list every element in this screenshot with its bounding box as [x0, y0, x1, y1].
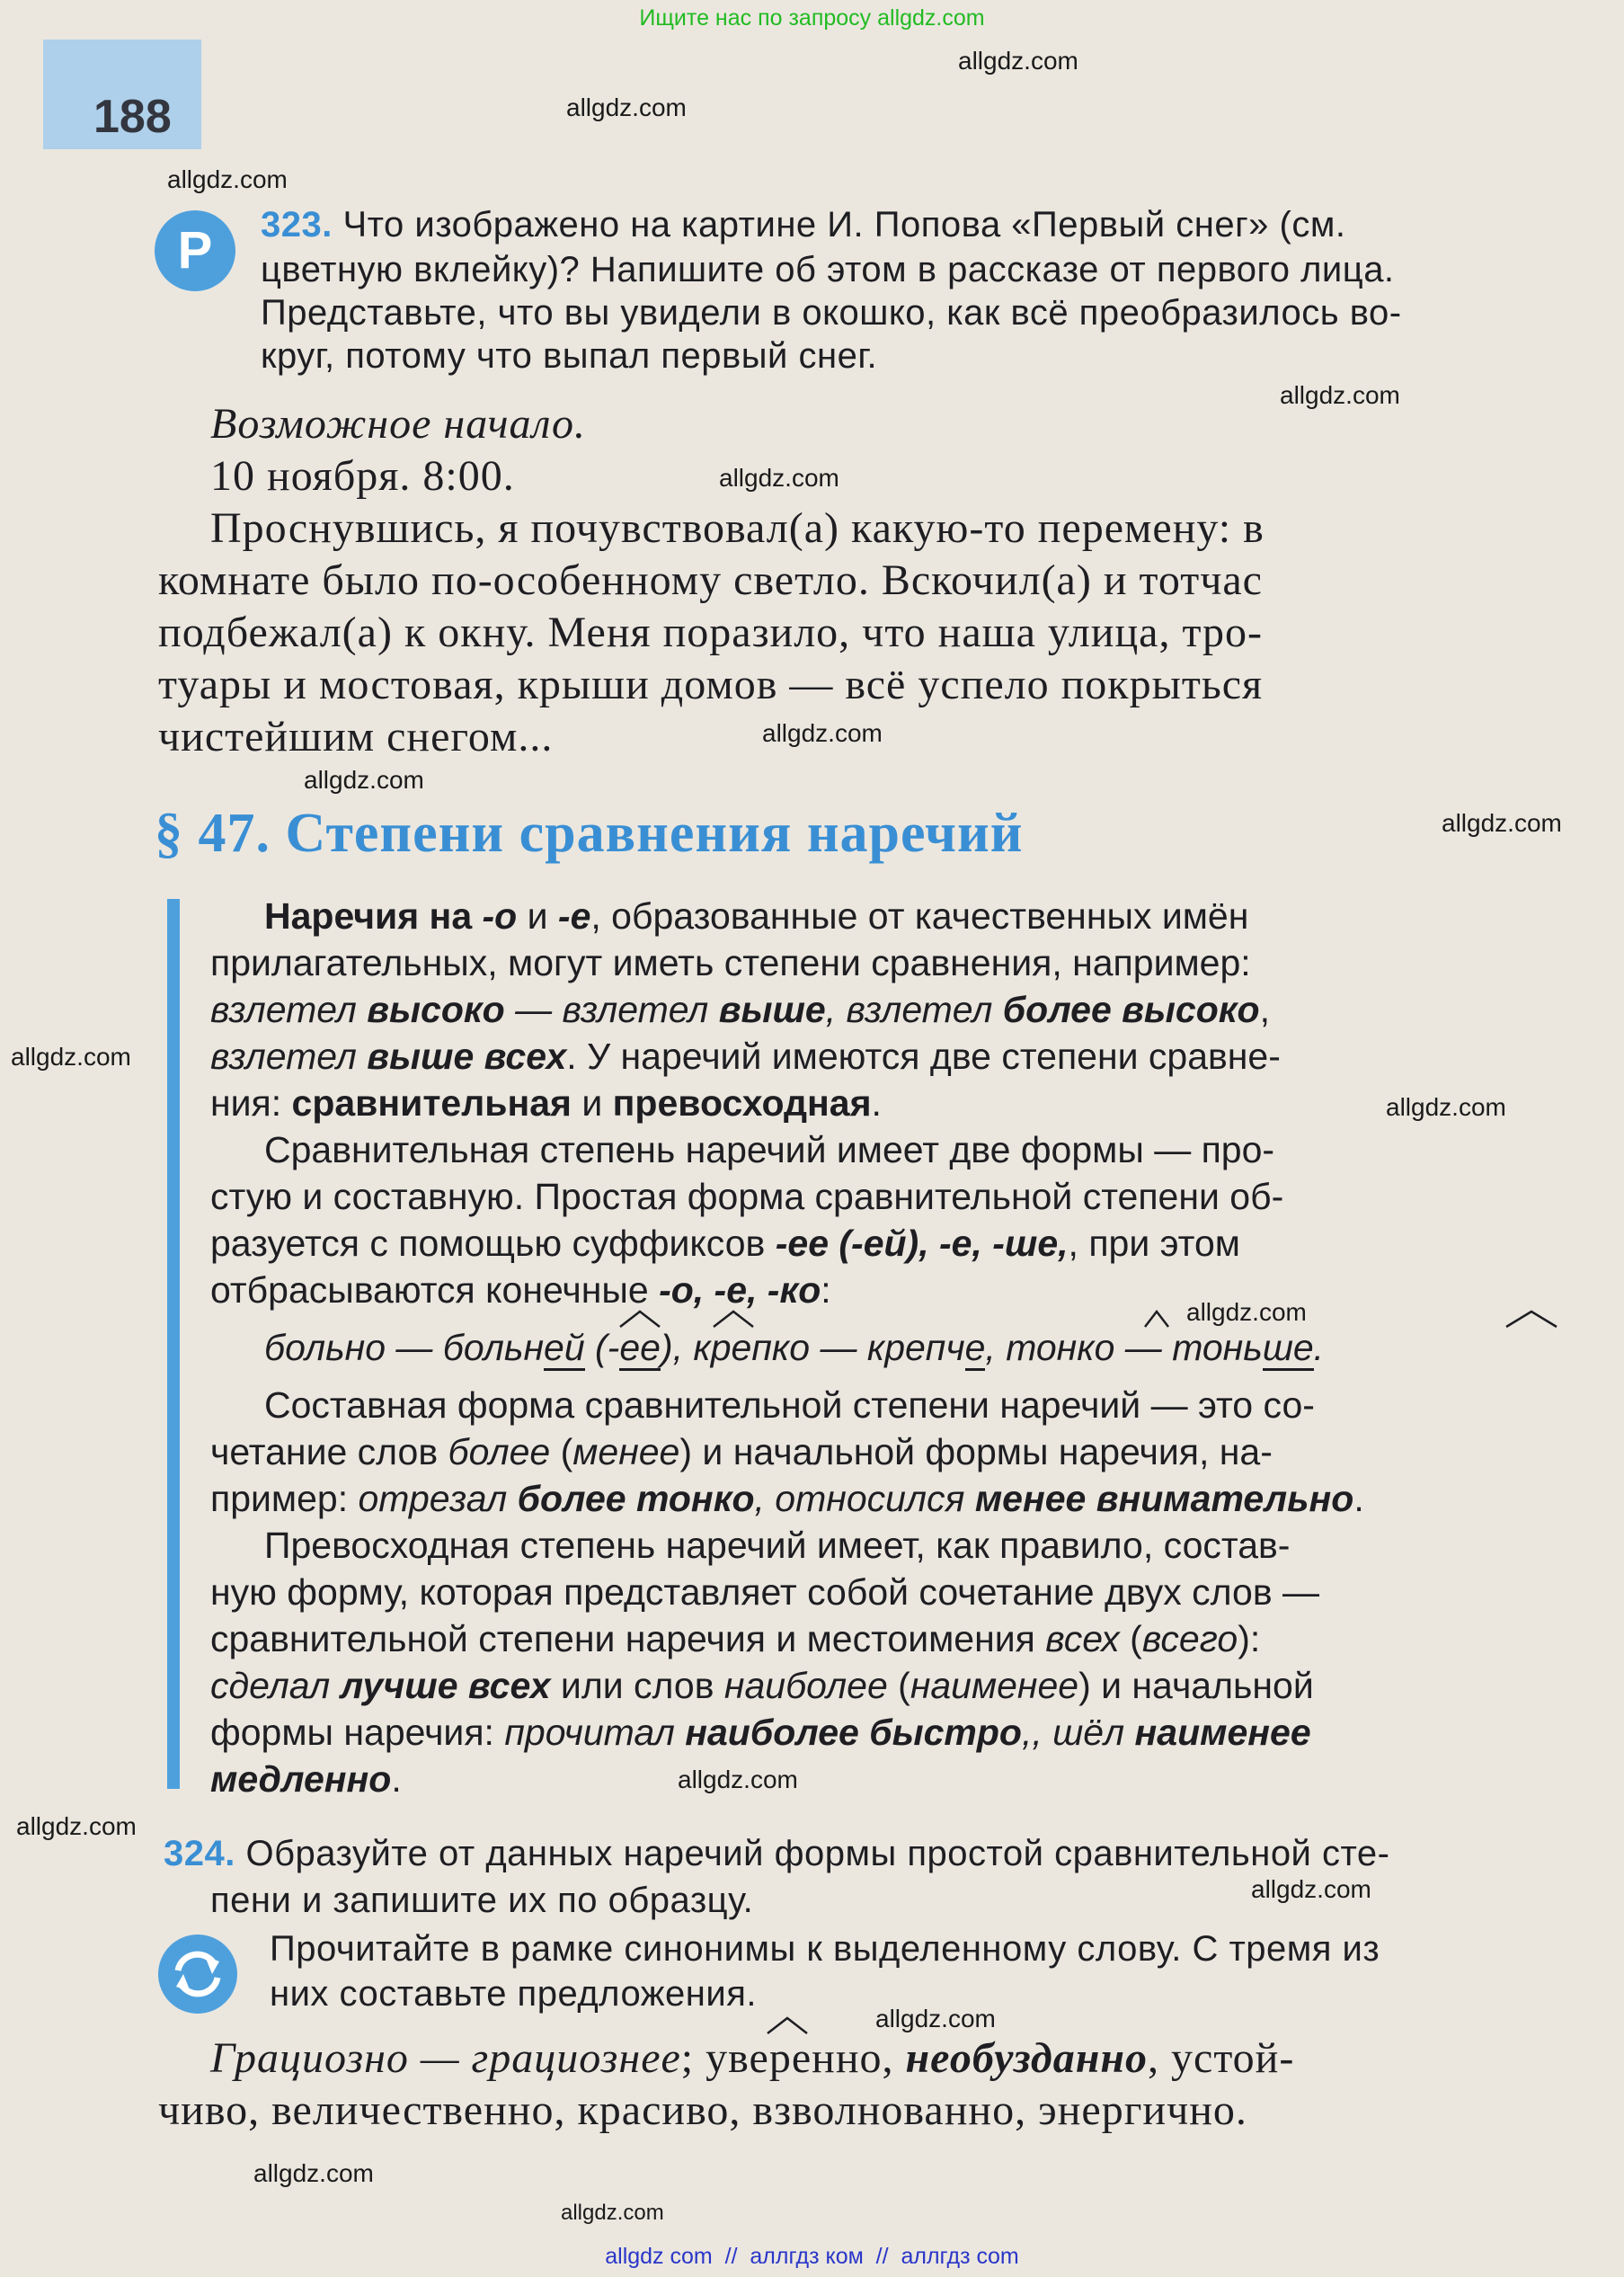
- rule-p4-line-5: формы наречия: прочитал наиболее быстро,, шёл наименее: [210, 1712, 1311, 1753]
- watermark: allgdz.com: [1386, 1093, 1506, 1121]
- rule-line-2: прилагательных, могут иметь степени сравнения, например:: [210, 942, 1251, 983]
- suffix-mark: [712, 1309, 755, 1329]
- watermark: allgdz.com: [719, 464, 839, 492]
- watermark: allgdz.com: [11, 1043, 131, 1071]
- rule-p2-line-1: Сравнительная степень наречий имеет две формы — про-: [264, 1129, 1275, 1170]
- sample-line-2: комнате было по-особенному светло. Вскочил(а) и тотчас: [158, 556, 1263, 604]
- ex323-number: 323.: [261, 205, 333, 245]
- suffix-mark: [1504, 1309, 1558, 1329]
- rule-line-5: ния: сравнительная и превосходная.: [210, 1082, 882, 1124]
- rule-p4-line-3: сравнительной степени наречия и местоимения всех (всего):: [210, 1618, 1261, 1659]
- watermark: allgdz.com: [304, 766, 424, 794]
- rule-p4-line-1: Превосходная степень наречий имеет, как правило, состав-: [264, 1525, 1291, 1566]
- ex323-text: Что изображено на картине И. Попова «Первый снег» (см.: [342, 205, 1346, 245]
- rule-line-1: Наречия на -о и -е, образованные от качественных имён: [264, 895, 1249, 937]
- page-number: 188: [93, 91, 172, 143]
- rule-p3-line-2: четание слов более (менее) и начальной формы наречия, на-: [210, 1431, 1273, 1472]
- ex324-example-line-2: чиво, величественно, красиво, взволнованно, энергично.: [158, 2086, 1247, 2134]
- suffix-mark: [1143, 1309, 1170, 1329]
- sample-date: 10 ноября. 8:00.: [210, 452, 515, 500]
- watermark: allgdz.com: [1251, 1875, 1371, 1903]
- section-title: § 47. Степени сравнения наречий: [155, 803, 1024, 864]
- rule-p2-line-2: стую и составную. Простая форма сравнительной степени об-: [210, 1176, 1284, 1217]
- watermark: allgdz.com: [762, 719, 883, 747]
- watermark: allgdz.com: [16, 1812, 137, 1840]
- sample-line-3: подбежал(а) к окну. Меня поразило, что наша улица, тро-: [158, 609, 1263, 656]
- ex324-number: 324.: [164, 1834, 235, 1873]
- ex324-task-line-2: них составьте предложения.: [270, 1974, 757, 2014]
- ex323-line-1: [261, 205, 1345, 245]
- footer-links[interactable]: allgdz com // аллгдз ком // аллгдз com: [605, 2244, 1019, 2269]
- watermark: allgdz.com: [566, 93, 687, 121]
- ex324-example-line-1: Грациозно — грациознее; уверенно, необузданно, устой-: [210, 2034, 1295, 2082]
- watermark: allgdz.com: [678, 1766, 798, 1793]
- top-banner[interactable]: Ищите нас по запросу allgdz.com: [639, 5, 985, 31]
- synonym-swap-icon: [158, 1935, 237, 2014]
- ex324-task-line-1: Прочитайте в рамке синонимы к выделенному слову. С тремя из: [270, 1929, 1380, 1969]
- sample-line-4: туары и мостовая, крыши домов — всё успело покрыться: [158, 661, 1264, 708]
- sample-line-1: Проснувшись, я почувствовал(а) какую-то перемену: в: [210, 504, 1265, 552]
- badge-r-icon: Р: [155, 210, 235, 291]
- rule-p2-example: больно — больней (-ее), крепко — крепче, тонко — тоньше.: [264, 1327, 1324, 1369]
- rule-p3-line-3: пример: отрезал более тонко, относился менее внимательно.: [210, 1478, 1364, 1519]
- rule-p4-line-6: медленно.: [210, 1758, 402, 1800]
- suffix-mark: [618, 1309, 661, 1329]
- watermark: allgdz.com: [167, 165, 288, 193]
- watermark: allgdz.com: [1186, 1298, 1307, 1326]
- rule-line-3: взлетел высоко — взлетел выше, взлетел более высоко,: [210, 989, 1271, 1030]
- watermark: allgdz.com: [958, 47, 1078, 75]
- rule-p4-line-2: ную форму, которая представляет собой сочетание двух слов —: [210, 1571, 1320, 1613]
- watermark: allgdz.com: [875, 2005, 996, 2032]
- rule-line-4: взлетел выше всех. У наречий имеются две степени сравне-: [210, 1036, 1281, 1077]
- watermark: allgdz.com: [1280, 381, 1400, 409]
- rule-p4-line-4: сделал лучше всех или слов наиболее (наименее) и начальной: [210, 1665, 1314, 1706]
- watermark: allgdz.com: [1442, 809, 1562, 837]
- rule-p2-line-4: отбрасываются конечные -о, -е, -ко:: [210, 1269, 831, 1311]
- ex324-line-1: 324. Образуйте от данных наречий формы простой сравнительной сте-: [164, 1834, 1390, 1873]
- rule-box-bar: [167, 899, 180, 1789]
- sample-line-5: чистейшим снегом...: [158, 713, 554, 760]
- watermark: allgdz.com: [253, 2159, 374, 2187]
- ex323-line-4: круг, потому что выпал первый снег.: [261, 336, 878, 376]
- suffix-mark: [766, 2015, 809, 2035]
- ex323-line-3: Представьте, что вы увидели в окошко, как всё преобразилось во-: [261, 293, 1402, 333]
- rule-p3-line-1: Составная форма сравнительной степени наречий — это со-: [264, 1384, 1315, 1426]
- ex323-line-2: цветную вклейку)? Напишите об этом в рассказе от первого лица.: [261, 250, 1395, 289]
- rule-p2-line-3: разуется с помощью суффиксов -ее (-ей), -е, -ше,, при этом: [210, 1223, 1240, 1264]
- watermark: allgdz.com: [561, 2201, 664, 2225]
- sample-title: Возможное начало.: [210, 400, 587, 448]
- ex324-line-2: пени и запишите их по образцу.: [210, 1881, 754, 1920]
